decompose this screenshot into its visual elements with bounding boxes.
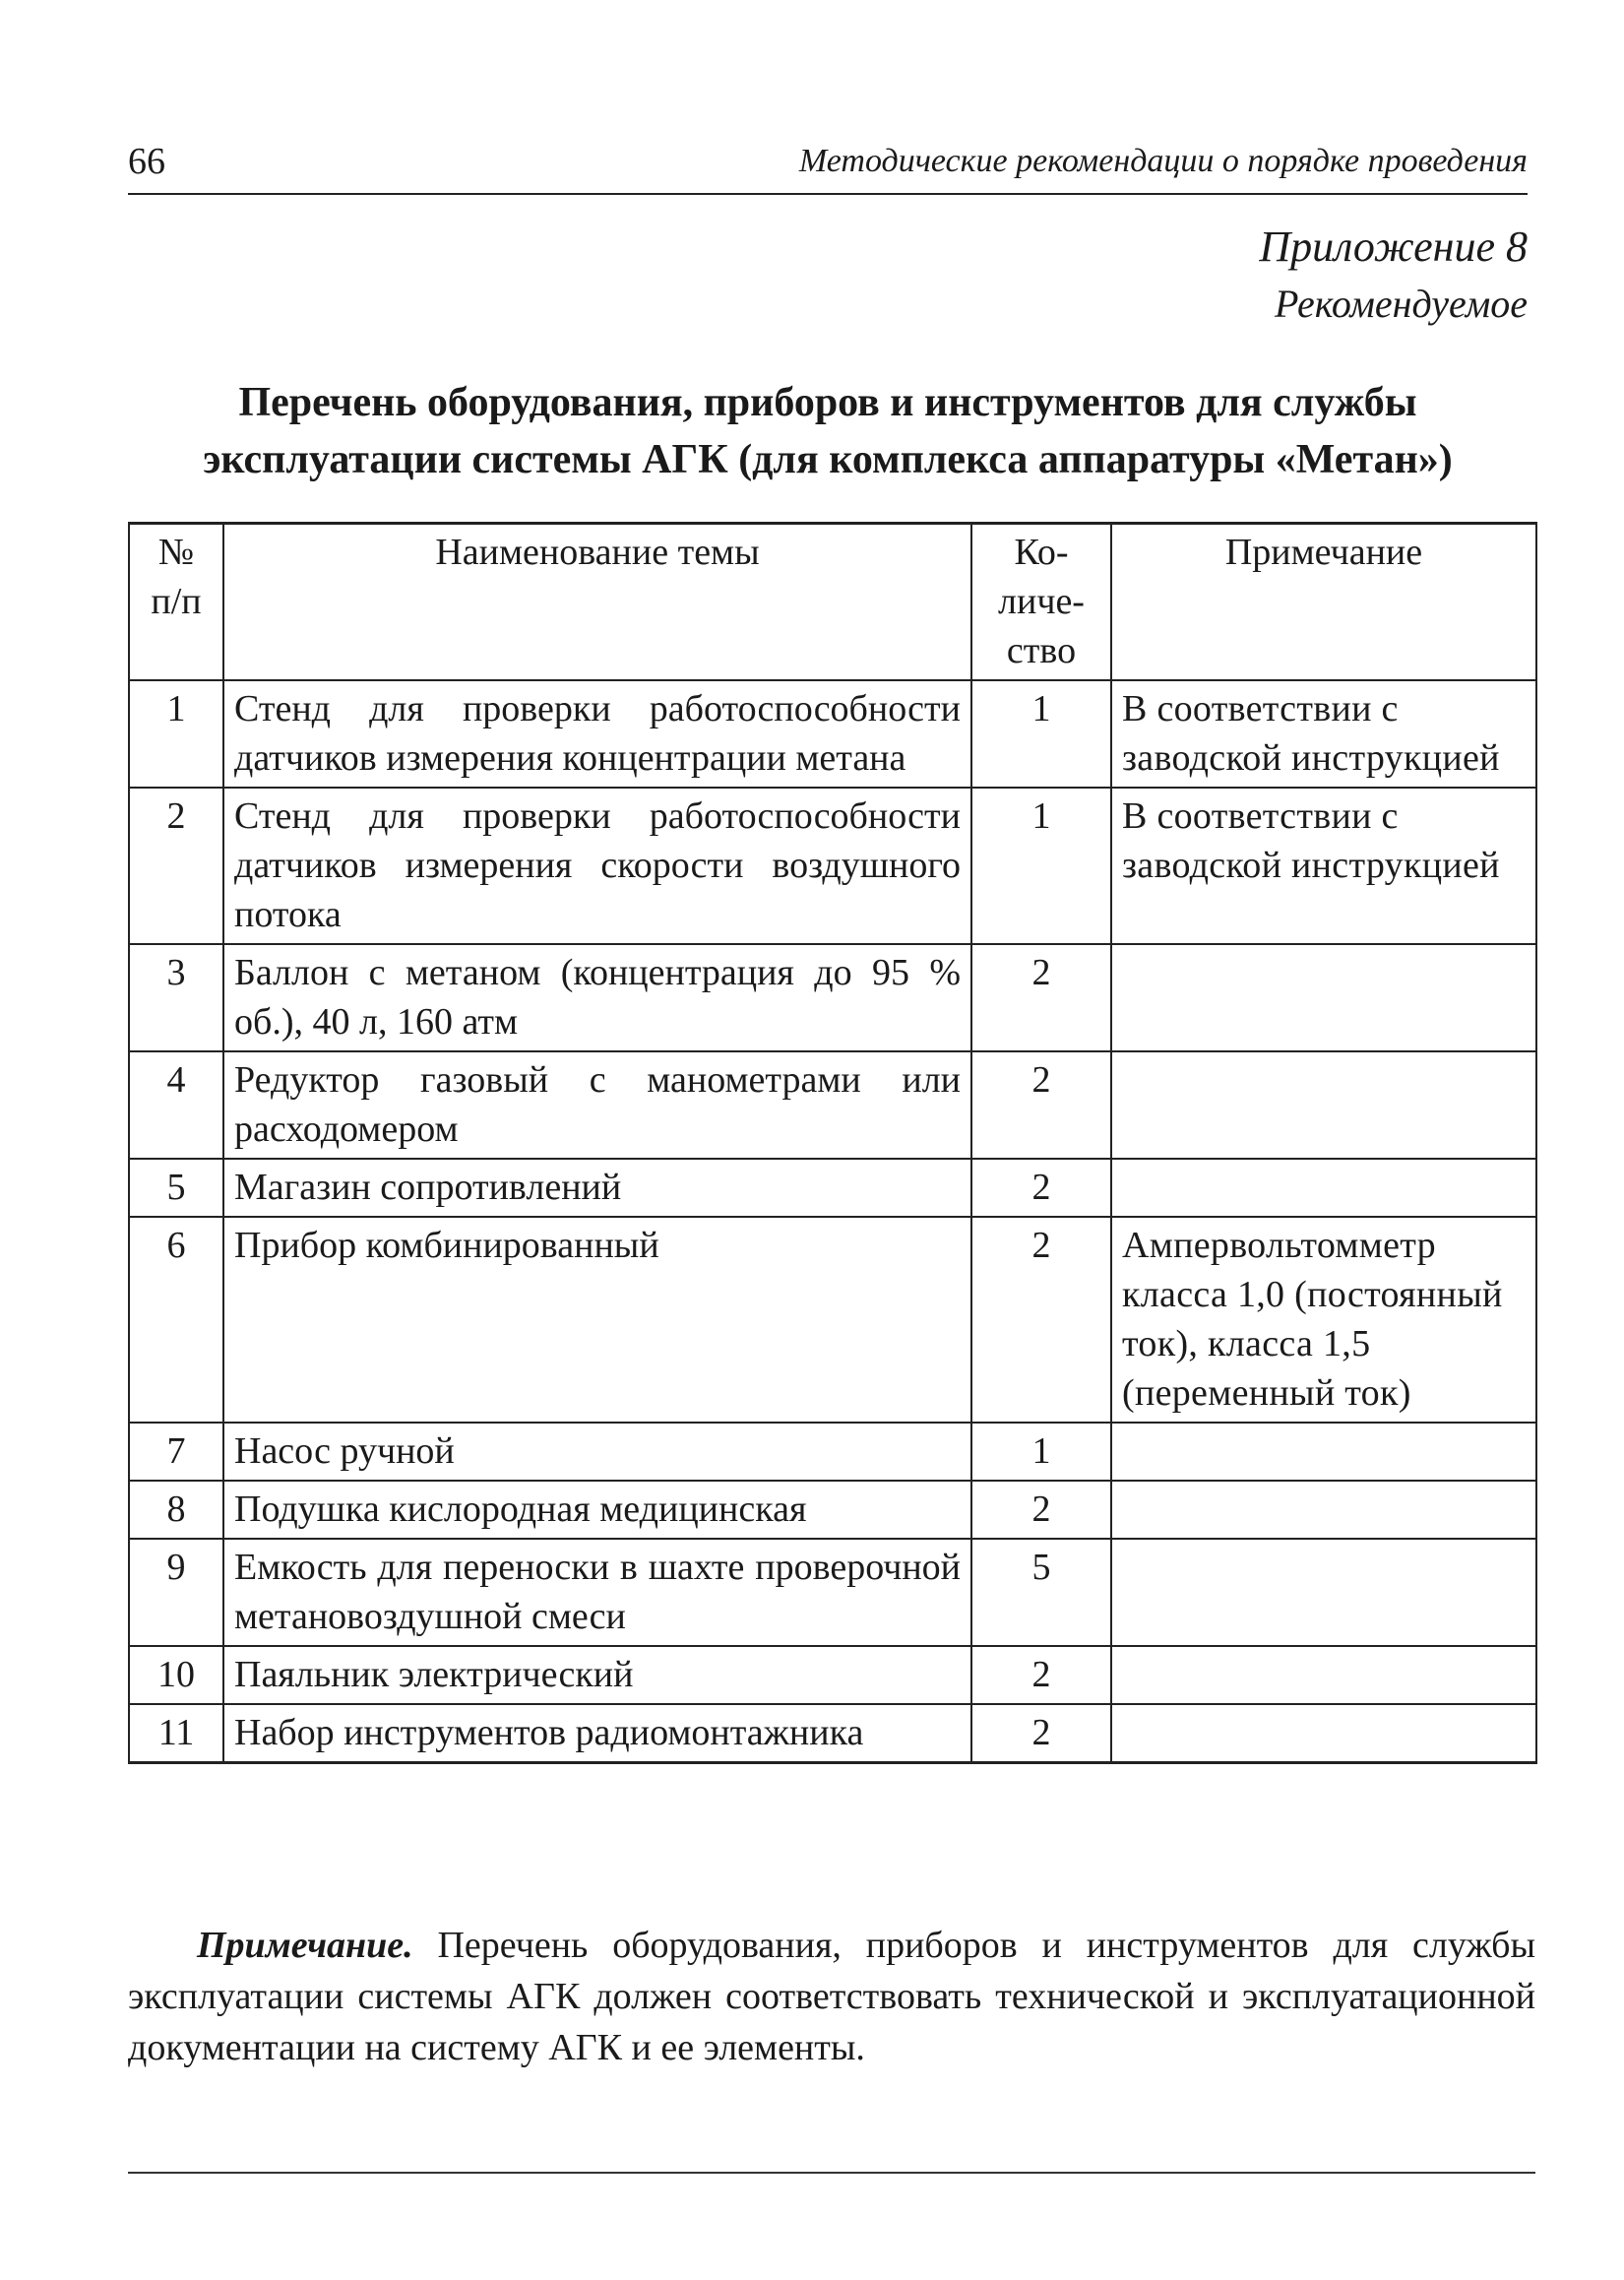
cell-name: Стенд для проверки работоспособности датчиков измерения скорости воздушного потока xyxy=(223,788,971,944)
cell-note: В соответствии с заводской инструкцией xyxy=(1111,788,1536,944)
document-title xyxy=(128,374,1528,488)
cell-note xyxy=(1111,1704,1536,1763)
cell-number: 11 xyxy=(129,1704,223,1763)
table-header-row xyxy=(129,524,1536,681)
cell-note xyxy=(1111,1159,1536,1217)
cell-note: В соответствии с заводской инструкцией xyxy=(1111,680,1536,788)
bottom-divider xyxy=(128,2172,1535,2174)
cell-number: 3 xyxy=(129,944,223,1051)
cell-number: 4 xyxy=(129,1051,223,1159)
table-row xyxy=(129,1423,1536,1481)
cell-quantity: 2 xyxy=(971,1051,1111,1159)
cell-quantity: 2 xyxy=(971,1481,1111,1539)
header-note: Примечание xyxy=(1111,524,1536,681)
equipment-table xyxy=(128,522,1537,1764)
page-number: 66 xyxy=(128,141,165,182)
cell-name: Насос ручной xyxy=(223,1423,971,1481)
cell-name: Паяльник электрический xyxy=(223,1646,971,1704)
table-row xyxy=(129,1159,1536,1217)
cell-number: 5 xyxy=(129,1159,223,1217)
cell-quantity: 2 xyxy=(971,1704,1111,1763)
cell-name: Магазин сопротивлений xyxy=(223,1159,971,1217)
footnote-label: Примечание. xyxy=(197,1925,413,1966)
cell-note xyxy=(1111,944,1536,1051)
appendix-subtitle: Рекомендуемое xyxy=(1274,282,1528,326)
cell-name: Прибор комбинированный xyxy=(223,1217,971,1423)
cell-quantity: 5 xyxy=(971,1539,1111,1646)
cell-note xyxy=(1111,1423,1536,1481)
cell-quantity: 2 xyxy=(971,1217,1111,1423)
header-number: № п/п xyxy=(129,524,223,681)
running-title: Методические рекомендации о порядке проведения xyxy=(798,143,1528,179)
footnote-text: Перечень оборудования, приборов и инструментов для службы эксплуатации системы АГК должен соответствовать технической и эксплуатационной документации на систему АГК и ее элементы. xyxy=(128,1925,1536,2068)
cell-name: Набор инструментов радиомонтажника xyxy=(223,1704,971,1763)
cell-number: 6 xyxy=(129,1217,223,1423)
document-title-line: Перечень оборудования, приборов и инструментов для службы xyxy=(238,380,1417,425)
table-row xyxy=(129,944,1536,1051)
cell-note: Ампервольтомметр класса 1,0 (постоянный ток), класса 1,5 (переменный ток) xyxy=(1111,1217,1536,1423)
cell-name: Стенд для проверки работоспособности датчиков измерения концентрации метана xyxy=(223,680,971,788)
cell-number: 8 xyxy=(129,1481,223,1539)
cell-number: 10 xyxy=(129,1646,223,1704)
cell-note xyxy=(1111,1646,1536,1704)
header-name: Наименование темы xyxy=(223,524,971,681)
cell-name: Баллон с метаном (концентрация до 95 % об.), 40 л, 160 атм xyxy=(223,944,971,1051)
table-row xyxy=(129,1217,1536,1423)
cell-number: 7 xyxy=(129,1423,223,1481)
cell-quantity: 2 xyxy=(971,944,1111,1051)
table-row xyxy=(129,1481,1536,1539)
footnote xyxy=(128,1920,1535,2073)
page-header xyxy=(128,136,1528,195)
table-row xyxy=(129,1539,1536,1646)
cell-quantity: 1 xyxy=(971,1423,1111,1481)
header-quantity: Ко- личе- ство xyxy=(971,524,1111,681)
appendix-block xyxy=(1259,219,1528,333)
cell-name: Подушка кислородная медицинская xyxy=(223,1481,971,1539)
cell-number: 2 xyxy=(129,788,223,944)
cell-note xyxy=(1111,1539,1536,1646)
cell-quantity: 1 xyxy=(971,680,1111,788)
table-row xyxy=(129,680,1536,788)
document-title-line: эксплуатации системы АГК (для комплекса аппаратуры «Метан») xyxy=(203,437,1453,482)
table-row xyxy=(129,1704,1536,1763)
table-row xyxy=(129,1051,1536,1159)
cell-note xyxy=(1111,1051,1536,1159)
cell-quantity: 1 xyxy=(971,788,1111,944)
table-row xyxy=(129,1646,1536,1704)
cell-quantity: 2 xyxy=(971,1646,1111,1704)
cell-quantity: 2 xyxy=(971,1159,1111,1217)
appendix-title: Приложение 8 xyxy=(1259,222,1528,271)
cell-note xyxy=(1111,1481,1536,1539)
table-row xyxy=(129,788,1536,944)
cell-number: 1 xyxy=(129,680,223,788)
cell-name: Редуктор газовый с манометрами или расходомером xyxy=(223,1051,971,1159)
cell-name: Емкость для переноски в шахте проверочной метановоздушной смеси xyxy=(223,1539,971,1646)
cell-number: 9 xyxy=(129,1539,223,1646)
